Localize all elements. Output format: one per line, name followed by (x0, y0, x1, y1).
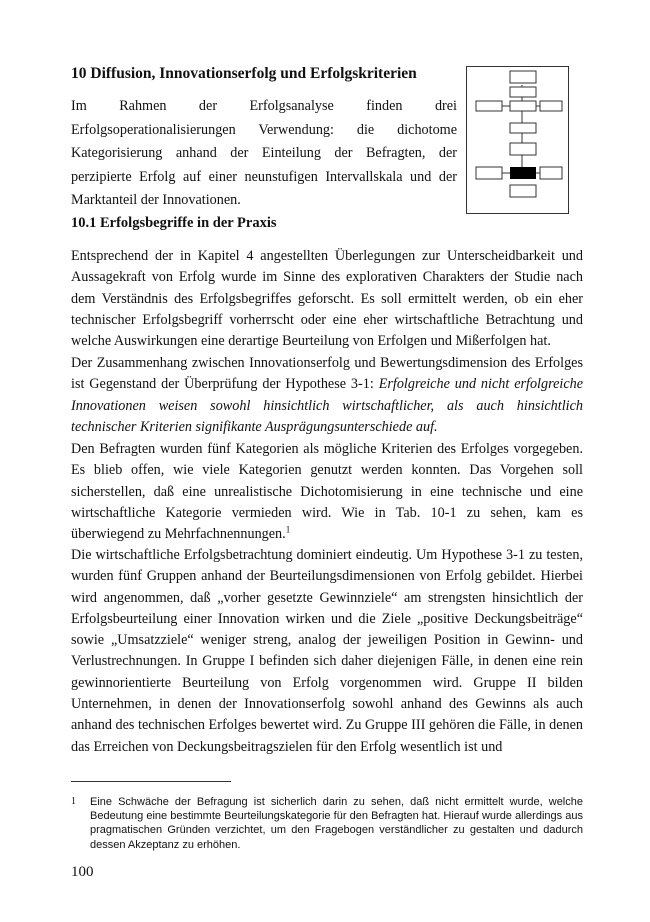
flowchart-box (510, 101, 536, 111)
page-number: 100 (71, 864, 94, 880)
footnote-divider (71, 781, 231, 782)
flowchart-box (510, 123, 536, 133)
structure-navigator-diagram (466, 66, 569, 214)
paragraph-3-text: Den Befragten wurden fünf Kategorien als mögliche Kriterien des Erfolges vorgegeben. Es blieb offen, wie viele Kategorien genutzt werden konnten. Das Vorgehen soll sicherstellen, daß eine unrealistische Dichotomisierung in eine technische und eine wirtschaftliche Kategorie vermieden wird. Wie in Tab. 10-1 zu sehen, kam es überwiegend zu Mehrfachnennungen. (71, 441, 583, 543)
section-title: 10.1 Erfolgsbegriffe in der Praxis (71, 215, 277, 231)
paragraph-1: Entsprechend der in Kapitel 4 angestellten Überlegungen zur Unterscheidbarkeit und Aussagekraft von Erfolg wurde im Sinne des explorativen Charakters der Studie nach dem Verständnis des Erfolgsbegriffes geforscht. Es soll ermittelt werden, ob ein eher technischer Erfolgsbegriff vorherrscht oder eine eher wirtschaftliche Betrachtung und welche Auswirkungen eine derartige Beurteilung von Erfolgen und Mißerfolgen hat. (71, 248, 583, 350)
flowchart-box (510, 185, 536, 197)
paragraph-2 (71, 353, 583, 438)
chapter-intro: Im Rahmen der Erfolgsanalyse finden drei Erfolgsoperationalisierungen Verwendung: die dichotome Kategorisierung anhand der Einteilung der Befragten, der perzipierte Erfolg auf einer neunstufigen Intervallskala und der Marktanteil der Innovationen. (71, 98, 457, 208)
flowchart-box (510, 87, 536, 97)
paragraph-3 (71, 439, 583, 545)
footnote-reference[interactable]: 1 (285, 524, 291, 535)
paragraph-4: Die wirtschaftliche Erfolgsbetrachtung dominiert eindeutig. Um Hypothese 3-1 zu testen, wurden fünf Gruppen anhand der Beurteilungsdimensionen von Erfolg gebildet. Hierbei wird angenommen, daß „vorher gesetzte Gewinnziele“ am strengsten hinsichtlich der Erfolgsbeurteilung einer Innovation wirken und die Ziele „positive Deckungsbeiträge“ sowie „Umsatzziele“ weniger streng, analog der jeweiligen Position in Gewinn- und Verlustrechnungen. In Gruppe I befinden sich daher diejenigen Fälle, in denen eine rein gewinnorientierte Beurteilung von Erfolg vorgenommen wird. Gruppe II bilden Unternehmen, in denen der Innovationserfolg sowohl anhand des Gewinns als auch anhand des technischen Erfolges bewertet wird. Zu Gruppe III gehören die Fälle, in denen das Erreichen von Deckungsbeitragszielen für den Erfolg wesentlich ist und (71, 547, 583, 755)
flowchart-box (510, 71, 536, 83)
flowchart-box (510, 143, 536, 155)
footnote (71, 795, 583, 852)
flowchart-box (540, 101, 562, 111)
flowchart-box (476, 101, 502, 111)
structure-flowchart-graphic (467, 67, 568, 213)
footnote-number: 1 (71, 796, 76, 807)
flowchart-box (540, 167, 562, 179)
chapter-title: 10 Diffusion, Innovationserfolg und Erfolgskriterien (71, 65, 417, 82)
paragraph-2-text: Der Zusammenhang zwischen Innovationserfolg und Bewertungsdimension des Erfolges ist Gegenstand der Überprüfung der Hypothese 3-1: (71, 355, 583, 393)
footnote-text: Eine Schwäche der Befragung ist sicherlich darin zu sehen, daß nicht ermittelt wurde, welche Bedeutung eine bestimmte Beurteilungskategorie für den Befragten hat. Hierauf wurde allerdings aus pragmatischen Gründen verzichtet, um den Fragebogen verständlicher zu gestalten und dadurch dessen Akzeptanz zu erhöhen. (90, 796, 583, 851)
flowchart-current-box (510, 167, 536, 179)
flowchart-box (476, 167, 502, 179)
hypothesis-text: Erfolgreiche und nicht erfolgreiche Innovationen weisen sowohl hinsichtlich wirtschaftlicher, als auch hinsichtlich technischer Kriterien signifikante Ausprägungsunterschiede auf. (71, 376, 584, 435)
